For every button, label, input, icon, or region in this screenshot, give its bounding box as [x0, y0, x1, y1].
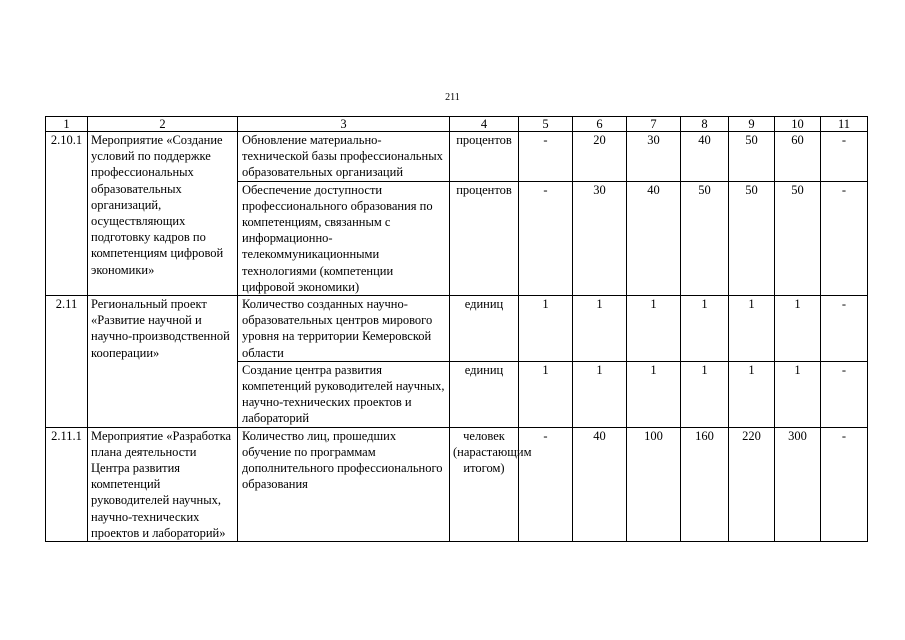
activity-name: Региональный проект «Развитие научной и научно-производственной кооперации»: [88, 296, 238, 428]
unit-cell: процентов: [450, 181, 519, 295]
indicators-table: [45, 116, 868, 542]
value-cell: 50: [729, 132, 775, 182]
header-cell: 2: [88, 117, 238, 132]
value-cell: -: [821, 427, 868, 541]
header-cell: 8: [681, 117, 729, 132]
header-cell: 11: [821, 117, 868, 132]
value-cell: -: [821, 181, 868, 295]
header-cell: 1: [46, 117, 88, 132]
header-cell: 10: [775, 117, 821, 132]
activity-name: Мероприятие «Разработка плана деятельности Центра развития компетенций руководителей научных, научно-технических проектов и лабораторий»: [88, 427, 238, 541]
indicator-cell: Количество созданных научно-образовательных центров мирового уровня на территории Кемеровской области: [238, 296, 450, 362]
row-number: 2.11: [46, 296, 88, 428]
value-cell: 1: [573, 361, 627, 427]
value-cell: 50: [681, 181, 729, 295]
value-cell: 1: [681, 361, 729, 427]
table-row: [46, 427, 868, 541]
value-cell: 40: [573, 427, 627, 541]
value-cell: -: [821, 361, 868, 427]
value-cell: 50: [775, 181, 821, 295]
value-cell: 160: [681, 427, 729, 541]
header-cell: 9: [729, 117, 775, 132]
value-cell: 30: [573, 181, 627, 295]
value-cell: 1: [627, 296, 681, 362]
value-cell: 1: [729, 296, 775, 362]
value-cell: 60: [775, 132, 821, 182]
indicator-cell: Обеспечение доступности профессионального образования по компетенциям, связанным с информационно-телекоммуникационными технологиями (компетенции цифровой экономики): [238, 181, 450, 295]
value-cell: 30: [627, 132, 681, 182]
unit-cell: единиц: [450, 361, 519, 427]
value-cell: 1: [729, 361, 775, 427]
header-cell: 3: [238, 117, 450, 132]
value-cell: 300: [775, 427, 821, 541]
value-cell: 40: [627, 181, 681, 295]
header-cell: 4: [450, 117, 519, 132]
row-number: 2.10.1: [46, 132, 88, 296]
value-cell: 50: [729, 181, 775, 295]
header-cell: 7: [627, 117, 681, 132]
value-cell: 1: [627, 361, 681, 427]
value-cell: 1: [775, 296, 821, 362]
value-cell: -: [519, 181, 573, 295]
value-cell: 20: [573, 132, 627, 182]
value-cell: -: [821, 296, 868, 362]
value-cell: 40: [681, 132, 729, 182]
table-row: [46, 296, 868, 362]
indicator-cell: Создание центра развития компетенций руководителей научных, научно-технических проектов и лабораторий: [238, 361, 450, 427]
value-cell: 100: [627, 427, 681, 541]
header-cell: 5: [519, 117, 573, 132]
unit-cell: единиц: [450, 296, 519, 362]
value-cell: -: [519, 427, 573, 541]
value-cell: -: [519, 132, 573, 182]
value-cell: 1: [681, 296, 729, 362]
header-cell: 6: [573, 117, 627, 132]
indicator-cell: Количество лиц, прошедших обучение по программам дополнительного профессионального образования: [238, 427, 450, 541]
unit-cell: процентов: [450, 132, 519, 182]
table-row: [46, 132, 868, 182]
unit-cell: человек (нарастающим итогом): [450, 427, 519, 541]
row-number: 2.11.1: [46, 427, 88, 541]
value-cell: 1: [775, 361, 821, 427]
indicator-cell: Обновление материально-технической базы профессиональных образовательных организаций: [238, 132, 450, 182]
value-cell: 1: [573, 296, 627, 362]
value-cell: 1: [519, 361, 573, 427]
header-row: [46, 117, 868, 132]
page-number: 211: [445, 92, 460, 103]
activity-name: Мероприятие «Создание условий по поддержке профессиональных образовательных организаций, осуществляющих подготовку кадров по компетенциям цифровой экономики»: [88, 132, 238, 296]
value-cell: 220: [729, 427, 775, 541]
value-cell: 1: [519, 296, 573, 362]
value-cell: -: [821, 132, 868, 182]
